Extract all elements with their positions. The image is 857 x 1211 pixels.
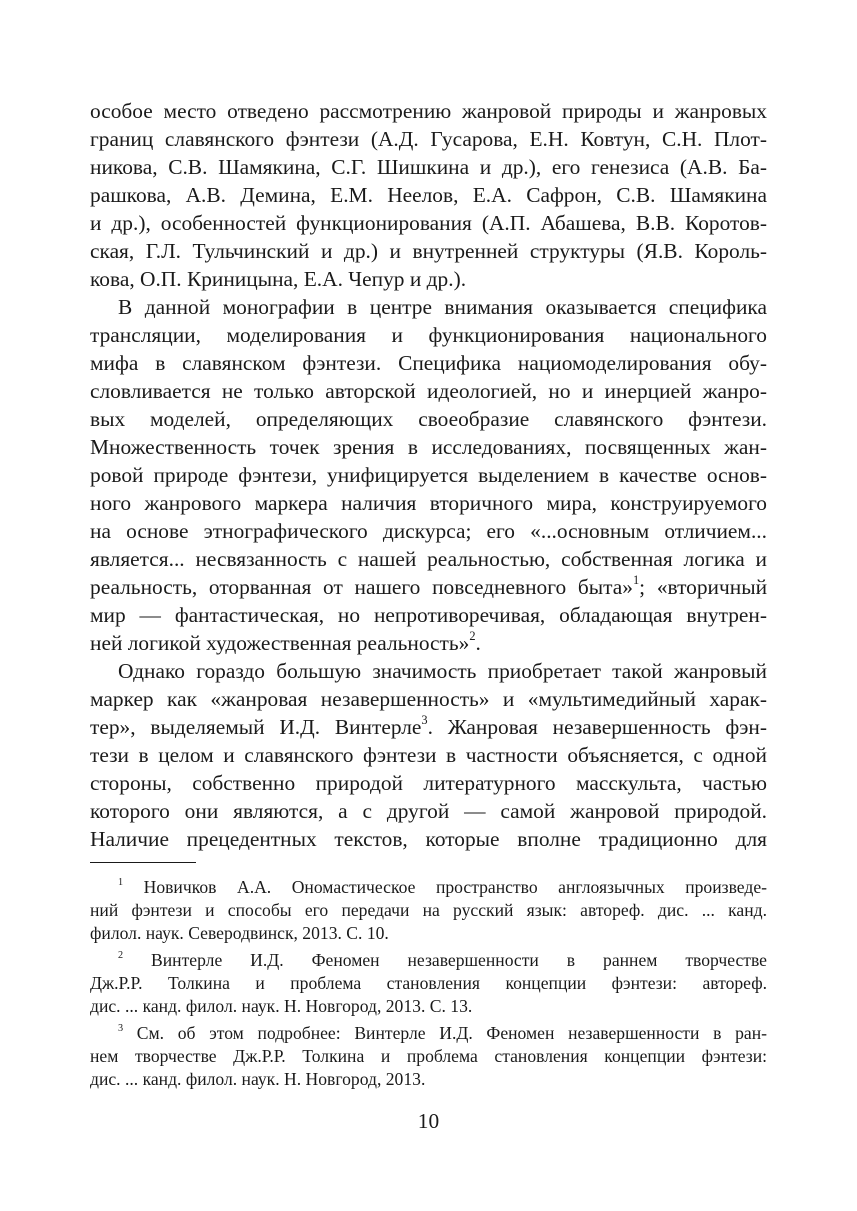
body-text-line: маркер как «жанровая незавершенность» и «мультимедийный харак- <box>90 687 767 711</box>
body-text-line: ного жанрового маркера наличия вторичного мира, конструируемого <box>90 491 767 515</box>
footnote-line: $^3$ См. об этом подробнее: Винтерле И.Д. Феномен незавершенности в ран- <box>118 1022 767 1043</box>
body-text-line: В данной монографии в центре внимания оказывается специфика <box>118 295 767 319</box>
footnote-line: $^1$ Новичков А.А. Ономастическое пространство англоязычных произведе- <box>118 876 767 897</box>
body-text-line: тези в целом и славянского фэнтези в частности объясняется, с одной <box>90 743 767 767</box>
body-text-line: тер», выделяемый И.Д. Винтерле$^3$. Жанровая незавершенность фэн- <box>90 713 767 739</box>
footnote-line: нем творчестве Дж.Р.Р. Толкина и проблема становления концепции фэнтези: <box>90 1046 767 1066</box>
page-number: 10 <box>417 1109 440 1133</box>
body-text-line: рашкова, А.В. Демина, Е.М. Неелов, Е.А. Сафрон, С.В. Шамякина <box>90 183 767 207</box>
body-text-line: Однако гораздо большую значимость приобретает такой жанровый <box>118 659 767 683</box>
body-text-line: мифа в славянском фэнтези. Специфика нациомоделирования обу- <box>90 351 767 375</box>
body-text-line: и др.), особенностей функционирования (А.П. Абашева, В.В. Коротов- <box>90 211 767 235</box>
body-text-line: трансляции, моделирования и функционирования национального <box>90 323 767 347</box>
footnote-ref: 1 <box>632 573 640 588</box>
footnote-ref: 3 <box>421 713 428 728</box>
body-text-line: ней логикой художественная реальность»$^2$. <box>90 629 481 655</box>
body-text-line: особое место отведено рассмотрению жанровой природы и жанровых <box>90 99 767 123</box>
body-text-line: Множественность точек зрения в исследованиях, посвященных жан- <box>90 435 767 459</box>
body-text-line: Наличие прецедентных текстов, которые вполне традиционно для <box>90 827 767 851</box>
body-text-line: стороны, собственно природой литературного масскульта, частью <box>90 771 767 795</box>
footnote-line: дис. ... канд. филол. наук. Н. Новгород, 2013. <box>90 1069 426 1089</box>
footnote-number: 1 <box>118 876 124 888</box>
body-text-line: мир — фантастическая, но непротиворечивая, обладающая внутрен- <box>90 603 767 627</box>
body-text-line: ровой природе фэнтези, унифицируется выделением в качестве основ- <box>90 463 767 487</box>
body-text-line: словливается не только авторской идеологией, но и инерцией жанро- <box>90 379 767 403</box>
footnote-number: 2 <box>118 949 124 961</box>
body-text-line: никова, С.В. Шамякина, С.Г. Шишкина и др.), его генезиса (А.В. Ба- <box>90 155 767 179</box>
body-text-line: которого они являются, а с другой — самой жанровой природой. <box>90 799 767 823</box>
footnote-line: филол. наук. Северодвинск, 2013. С. 10. <box>90 923 389 943</box>
footnote-ref: 2 <box>469 629 476 644</box>
footnote-separator <box>90 862 196 863</box>
body-text-line: реальность, оторванная от нашего повседневного быта»$^1$; «вторичный <box>90 573 768 599</box>
body-text-line: границ славянского фэнтези (А.Д. Гусарова, Е.Н. Ковтун, С.Н. Плот- <box>90 127 767 151</box>
body-text-line: на основе этнографического дискурса; его «...основным отличием... <box>90 519 767 543</box>
footnote-line: ний фэнтези и способы его передачи на русский язык: автореф. дис. ... канд. <box>90 900 767 920</box>
body-text-line: кова, О.П. Криницына, Е.А. Чепур и др.). <box>90 267 467 291</box>
footnote-line: $^2$ Винтерле И.Д. Феномен незавершенности в раннем творчестве <box>118 949 767 970</box>
footnote-line: Дж.Р.Р. Толкина и проблема становления концепции фэнтези: автореф. <box>90 973 767 993</box>
body-text-line: вых моделей, определяющих своеобразие славянского фэнтези. <box>90 407 767 431</box>
footnote-line: дис. ... канд. филол. наук. Н. Новгород, 2013. С. 13. <box>90 996 473 1016</box>
body-text-line: ская, Г.Л. Тульчинский и др.) и внутренней структуры (Я.В. Король- <box>90 239 767 263</box>
body-text-line: является... несвязанность с нашей реальностью, собственная логика и <box>90 547 767 571</box>
footnote-number: 3 <box>118 1022 124 1034</box>
